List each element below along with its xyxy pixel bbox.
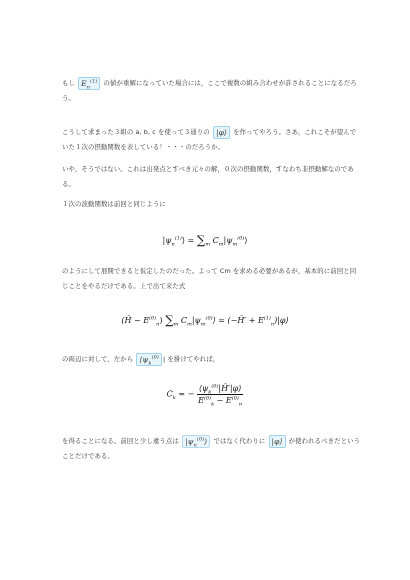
text: を得ることになる。前回と少し違う点は [62,437,181,445]
text: こうして求まった３組の a, b, c を使って３通りの [62,128,213,136]
inline-math-energy-first-order: $E_n^{(1)}$ [78,77,100,90]
inline-math-phi-ket: |φ⟩ [213,126,230,139]
paragraph-three-phi [62,125,362,155]
paragraph-difference-note [62,434,362,464]
paragraph-degenerate-eigenvalue [62,76,362,106]
text: ではなく代わりに [211,437,268,445]
text: を作ってやろう。さあ，これこそが望んでいた１次の摂動関数を表している！・・・のだろうか。 [62,128,357,151]
text: もし [62,79,78,87]
equation-perturbation: (Ĥ − $E^{(0)}_n$) $\sum_m$ $C_m|\psi_m^{(0)}⟩$ = (−Ĥ′ + $E^{(1)}_n)|\varphi⟩$ [121,313,289,328]
equation-ck-coefficient: $C_k$ = − $\frac{⟨\psi_k^{(0)}|Ĥ'|\varphi⟩}{E^{(0)}_k - E^{(0)}_n}$ [166,383,243,408]
text: が使われるべきだということだけである。 [62,437,361,460]
fraction: $\frac{⟨\psi_k^{(0)}|Ĥ'|\varphi⟩}{E^{(0)}_k - E^{(0)}_n}$ [198,383,243,408]
paragraph-multiply-bra [62,352,362,367]
inline-math-bra-psi-k: $⟨\psi_k^{(0)}$ [136,353,162,366]
equation-first-order-expansion: $|\psi_n^{(1)}⟩ = \sum_m$ $C_m|\psi_m^{(0)}⟩$ [162,233,248,248]
text: の値が重解になっていた場合には，ここで複数の組み合わせが許されることになるだろう。 [62,79,357,102]
inline-math-ket-psi-n: $|\psi_n^{(0)}⟩$ [182,435,210,448]
text: | を掛けてやれば， [162,355,220,363]
paragraph-expansion-intro: １次の波動関数は前回と同じように [62,200,166,208]
text: の両辺に対して，左から [62,355,136,363]
paragraph-cm-determination: のようにして展開できると仮定したのだった。よって Cm を求める必要があるが，基本的に前回と同じことをやるだけである。上で出て来た式 [62,267,357,290]
paragraph-zeroth-order: いや，そうではない。これは出発点とすべき元々の解，０次の摂動関数，すなわち非摂動解なのである。 [62,165,354,188]
inline-math-phi-ket-2: |φ⟩ [269,435,286,448]
